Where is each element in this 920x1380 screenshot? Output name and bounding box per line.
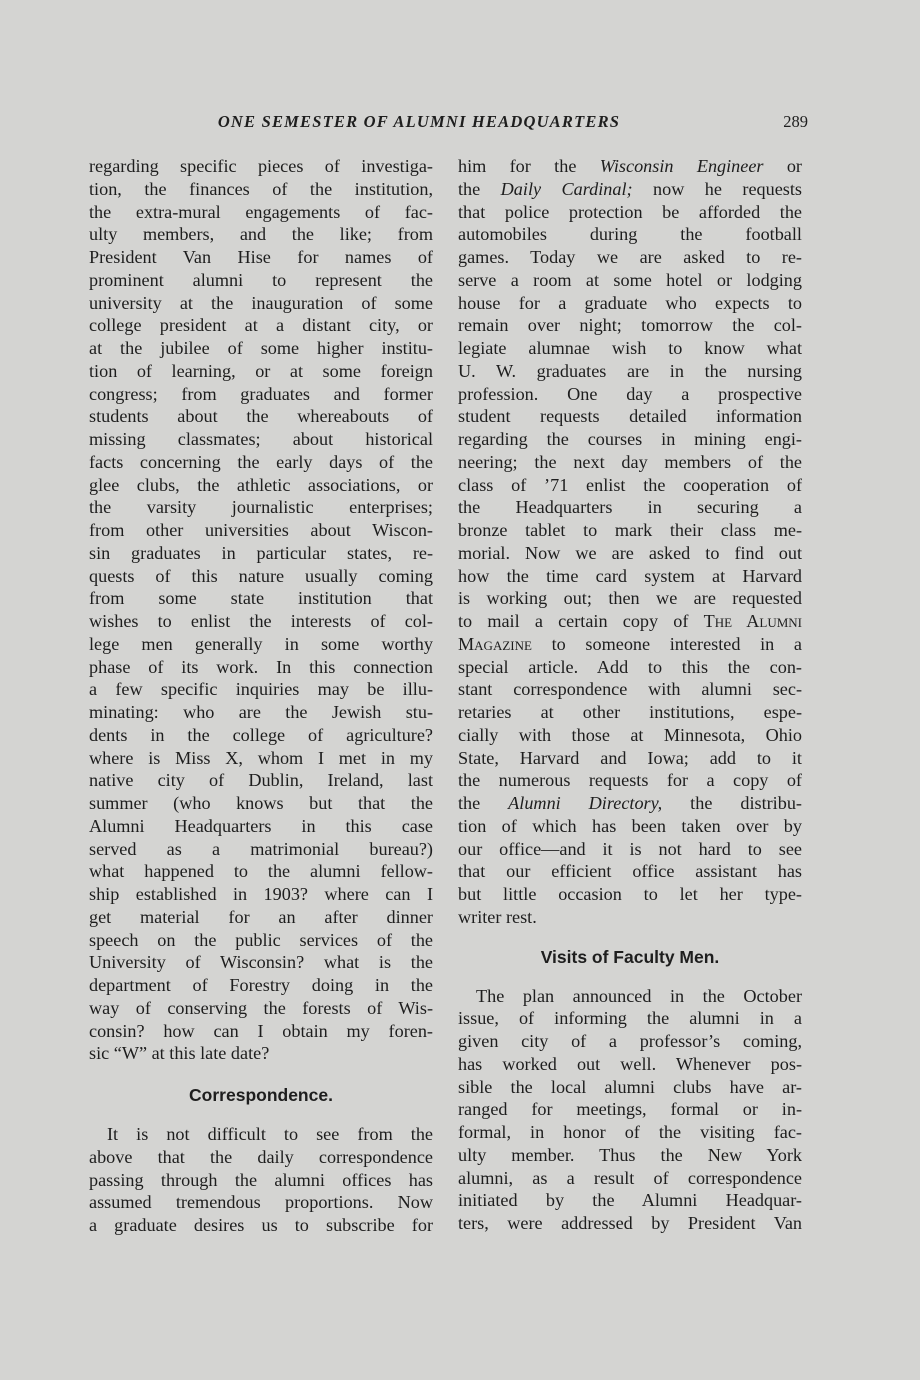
text-line: from some state institution that (89, 588, 433, 609)
text-line: is working out; then we are requested (458, 588, 802, 609)
text-line: that police protection be afforded the (458, 201, 802, 222)
text-line: him for the Wisconsin Engineer or (458, 156, 802, 176)
text-line: but little occasion to let her type- (458, 884, 802, 904)
text-line: the Headquarters in securing a (458, 497, 802, 518)
text-line: issue, of informing the alumni in a (458, 1008, 802, 1029)
page-header (90, 112, 808, 138)
text-line: ranged for meetings, formal or in- (458, 1099, 802, 1120)
italic-title: Daily Cardinal; (500, 178, 633, 199)
text-line: way of conserving the forests of Wis- (89, 997, 433, 1018)
text-line: how the time card system at Harvard (458, 565, 802, 586)
text-line: phase of its work. In this connection (89, 656, 433, 677)
text-line: It is not difficult to see from the (107, 1124, 433, 1144)
text-line: formal, in honor of the visiting fac- (458, 1122, 802, 1142)
italic-title: Wisconsin Engineer (599, 156, 764, 176)
text-line: missing classmates; about historical (89, 429, 433, 449)
text-line: automobiles during the football (458, 224, 802, 245)
text-line: lege men generally in some worthy (89, 633, 433, 654)
text-line: a graduate desires us to subscribe for (89, 1215, 433, 1235)
text-line: that our efficient office assistant has (458, 861, 802, 882)
text-line: university at the inauguration of some (89, 292, 433, 313)
text-line: our office—and it is not hard to see (458, 838, 802, 859)
text-line: get material for an after dinner (89, 906, 433, 927)
text-line: sin graduates in particular states, re- (89, 542, 433, 563)
text-line: the varsity journalistic enterprises; (89, 497, 433, 518)
text-line: ulty members, and the like; from (89, 224, 433, 245)
section-heading-correspondence: Correspondence. (189, 1085, 333, 1105)
text-line: served as a matrimonial bureau?) (89, 838, 433, 859)
text-line: given city of a professor’s coming, (458, 1031, 802, 1051)
text-line: college president at a distant city, or (89, 315, 433, 336)
text-line: bronze tablet to mark their class me- (458, 520, 802, 540)
text-line: students about the whereabouts of (89, 406, 433, 427)
text-line: tion of which has been taken over by (458, 815, 802, 836)
text-line: cially with those at Minnesota, Ohio (458, 724, 802, 745)
text-line: student requests detailed information (458, 406, 802, 427)
text-line: facts concerning the early days of the (89, 451, 433, 472)
text-line: neering; the next day members of the (458, 451, 802, 472)
text-line: what happened to the alumni fellow- (89, 861, 433, 882)
text-line: remain over night; tomorrow the col- (458, 315, 802, 336)
text-line: above that the daily correspondence (89, 1146, 433, 1167)
text-line: speech on the public services of the (89, 929, 433, 950)
text-line: ulty member. Thus the New York (458, 1144, 802, 1165)
page-number: 289 (783, 112, 808, 131)
text-line: regarding specific pieces of investiga- (89, 156, 433, 176)
magazine-name: The Alumni (703, 611, 802, 631)
text-line: a few specific inquiries may be illu- (89, 679, 433, 700)
text-line: from other universities about Wiscon- (89, 520, 433, 540)
text-line: glee clubs, the athletic associations, or (89, 474, 433, 495)
text-line: serve a room at some hotel or lodging (458, 269, 802, 290)
text-line: sible the local alumni clubs have ar- (458, 1076, 802, 1097)
italic-title: Alumni Directory, (508, 793, 663, 813)
text-line: ship established in 1903? where can I (89, 884, 433, 904)
section-heading-visits-of-faculty-men: Visits of Faculty Men. (540, 946, 720, 967)
magazine-name: Magazine (458, 633, 532, 654)
text-line: ters, were addressed by President Van (458, 1213, 802, 1233)
text-line: State, Harvard and Iowa; add to it (458, 747, 802, 768)
text-line: summer (who knows but that the (89, 793, 433, 813)
text-line: tion, the finances of the institution, (89, 178, 433, 199)
text-line: the Daily Cardinal; now he requests (458, 178, 802, 199)
text-line: regarding the courses in mining engi- (458, 429, 802, 449)
text-line: the numerous requests for a copy of (458, 770, 802, 791)
left-paragraph-2 (89, 1123, 433, 1237)
text-line: special article. Add to this the con- (458, 656, 802, 677)
text-line: morial. Now we are asked to find out (458, 542, 802, 563)
text-line: prominent alumni to represent the (89, 269, 433, 290)
left-column (89, 155, 433, 1237)
text-line: assumed tremendous proportions. Now (89, 1192, 433, 1213)
right-column (458, 155, 802, 1235)
text-line: where is Miss X, whom I met in my (89, 747, 433, 768)
text-line: dents in the college of agriculture? (89, 724, 433, 745)
text-line: University of Wisconsin? what is the (89, 952, 433, 973)
text-line: U. W. graduates are in the nursing (458, 360, 802, 381)
text-line: quests of this nature usually coming (89, 565, 433, 586)
text-line: class of ’71 enlist the cooperation of (458, 474, 802, 495)
right-paragraph-1 (458, 155, 802, 929)
text-line: Alumni Headquarters in this case (89, 815, 433, 836)
right-paragraph-2 (458, 985, 802, 1235)
text-line: initiated by the Alumni Headquar- (458, 1190, 802, 1211)
text-line: tion of learning, or at some foreign (89, 360, 433, 381)
text-line: President Van Hise for names of (89, 247, 433, 267)
text-line: the extra-mural engagements of fac- (89, 201, 433, 222)
text-line: Magazine to someone interested in a (458, 633, 802, 654)
text-line: the Alumni Directory, the distribu- (458, 793, 802, 813)
text-line: writer rest. (458, 906, 537, 927)
text-line: has worked out well. Whenever pos- (458, 1053, 802, 1074)
text-line: retaries at other institutions, espe- (458, 702, 802, 722)
text-line: games. Today we are asked to re- (458, 247, 802, 267)
text-line: alumni, as a result of correspondence (458, 1167, 802, 1188)
text-line: house for a graduate who expects to (458, 292, 802, 313)
text-line: congress; from graduates and former (89, 383, 433, 404)
text-line: legiate alumnae wish to know what (458, 338, 802, 358)
text-line: wishes to enlist the interests of col- (89, 611, 433, 631)
text-line: native city of Dublin, Ireland, last (89, 770, 433, 791)
text-line: department of Forestry doing in the (89, 975, 433, 995)
text-line: The plan announced in the October (476, 985, 802, 1006)
text-line: to mail a certain copy of The Alumni (458, 611, 802, 631)
text-line: at the jubilee of some higher institu- (89, 338, 433, 358)
text-line: consin? how can I obtain my foren- (89, 1020, 433, 1041)
text-line: passing through the alumni offices has (89, 1169, 433, 1190)
left-paragraph-1 (89, 155, 433, 1065)
text-line: profession. One day a prospective (458, 383, 802, 404)
text-line: minating: who are the Jewish stu- (89, 702, 433, 722)
running-title: ONE SEMESTER OF ALUMNI HEADQUARTERS (217, 112, 621, 131)
text-line: stant correspondence with alumni sec- (458, 679, 802, 700)
text-line: sic “W” at this late date? (89, 1043, 270, 1064)
